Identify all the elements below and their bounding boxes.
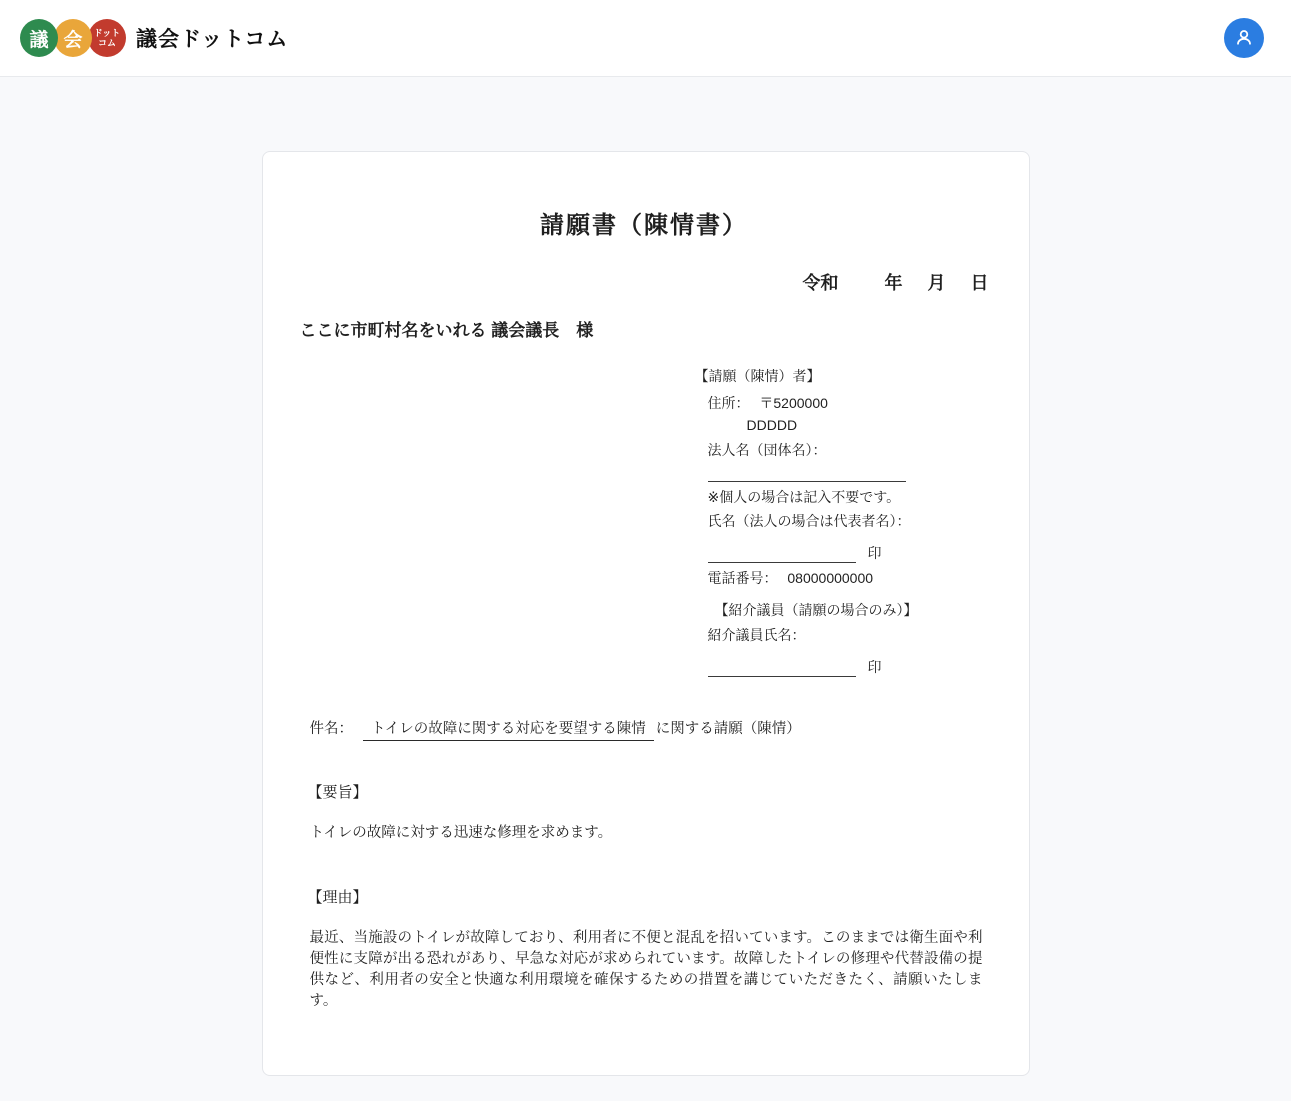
summary-body: トイレの故障に対する迅速な修理を求めます。 [309, 825, 613, 842]
logo-circle-dotcom-line2: コム [97, 38, 116, 48]
addressee-line: ここに市町村名をいれる 議会議長 様 [299, 321, 594, 340]
corporate-name-label: 法人名（団体名）： [707, 441, 827, 458]
address-value: DDDDD [746, 416, 798, 433]
date-year-label: 年 [884, 273, 903, 293]
logo-circle-kai-text: 会 [63, 29, 83, 51]
date-line [300, 269, 989, 295]
logo-circle-gi [20, 19, 58, 57]
individual-note: ※個人の場合は記入不要です。 [707, 488, 901, 505]
phone-row [708, 569, 989, 588]
reason-body: 最近、当施設のトイレが故障しており、利用者に不便と混乱を招いています。このままでは衛生面や利便性に支障が出る恐れがあり、早急な対応が求められています。故障したトイレの修理や代替設備の提供など、利用者の安全と快適な利用環境を確保するための措置を講じていただきたく、請願いたします。 [309, 930, 983, 1010]
date-month-label: 月 [927, 273, 946, 293]
logo-circle-kai [54, 19, 92, 57]
logo-circle-dotcom [88, 19, 126, 57]
subject-suffix: に関する請願（陳情） [655, 721, 801, 738]
document-title: 請願書（陳情書） [540, 212, 748, 239]
brand-name: 議会ドットコム [136, 28, 289, 51]
brand-logo[interactable] [20, 19, 288, 57]
seal-label-introducer: 印 [867, 659, 882, 676]
summary-heading: 【要旨】 [307, 784, 368, 802]
phone-label: 電話番号： [707, 570, 778, 587]
logo-circle-gi-text: 議 [29, 29, 49, 51]
phone-value: 08000000000 [787, 570, 874, 587]
subject-label: 件名： [309, 721, 353, 738]
petitioner-fields [695, 394, 989, 677]
corporate-name-field-line [708, 467, 906, 482]
petitioner-block [695, 367, 989, 677]
subject-value: トイレの故障に関する対応を要望する陳情 [363, 721, 654, 741]
address-label: 住所： [707, 394, 750, 411]
representative-name-label: 氏名（法人の場合は代表者名）： [707, 513, 911, 530]
introducer-name-label: 紹介議員氏名： [707, 627, 806, 644]
subject-line [310, 717, 989, 738]
representative-name-field-line [708, 548, 856, 563]
petition-document-card [262, 151, 1030, 1076]
reason-heading: 【理由】 [307, 889, 368, 907]
introducer-name-field-line [708, 662, 856, 677]
seal-label-petitioner: 印 [867, 545, 882, 562]
logo-circle-dotcom-line1: ドット [93, 27, 121, 38]
logo-icon [20, 19, 126, 57]
main-content [0, 77, 1291, 1101]
date-day-label: 日 [970, 273, 989, 293]
date-era-label: 令和 [802, 273, 839, 293]
petitioner-heading: 【請願（陳情）者】 [694, 368, 821, 384]
introducer-heading: 【紹介議員（請願の場合のみ）】 [714, 602, 918, 619]
user-icon [1232, 26, 1256, 50]
app-header [0, 0, 1291, 77]
address-row [708, 394, 989, 413]
account-avatar-button[interactable] [1224, 18, 1264, 58]
postal-code-value: 〒5200000 [759, 394, 828, 411]
